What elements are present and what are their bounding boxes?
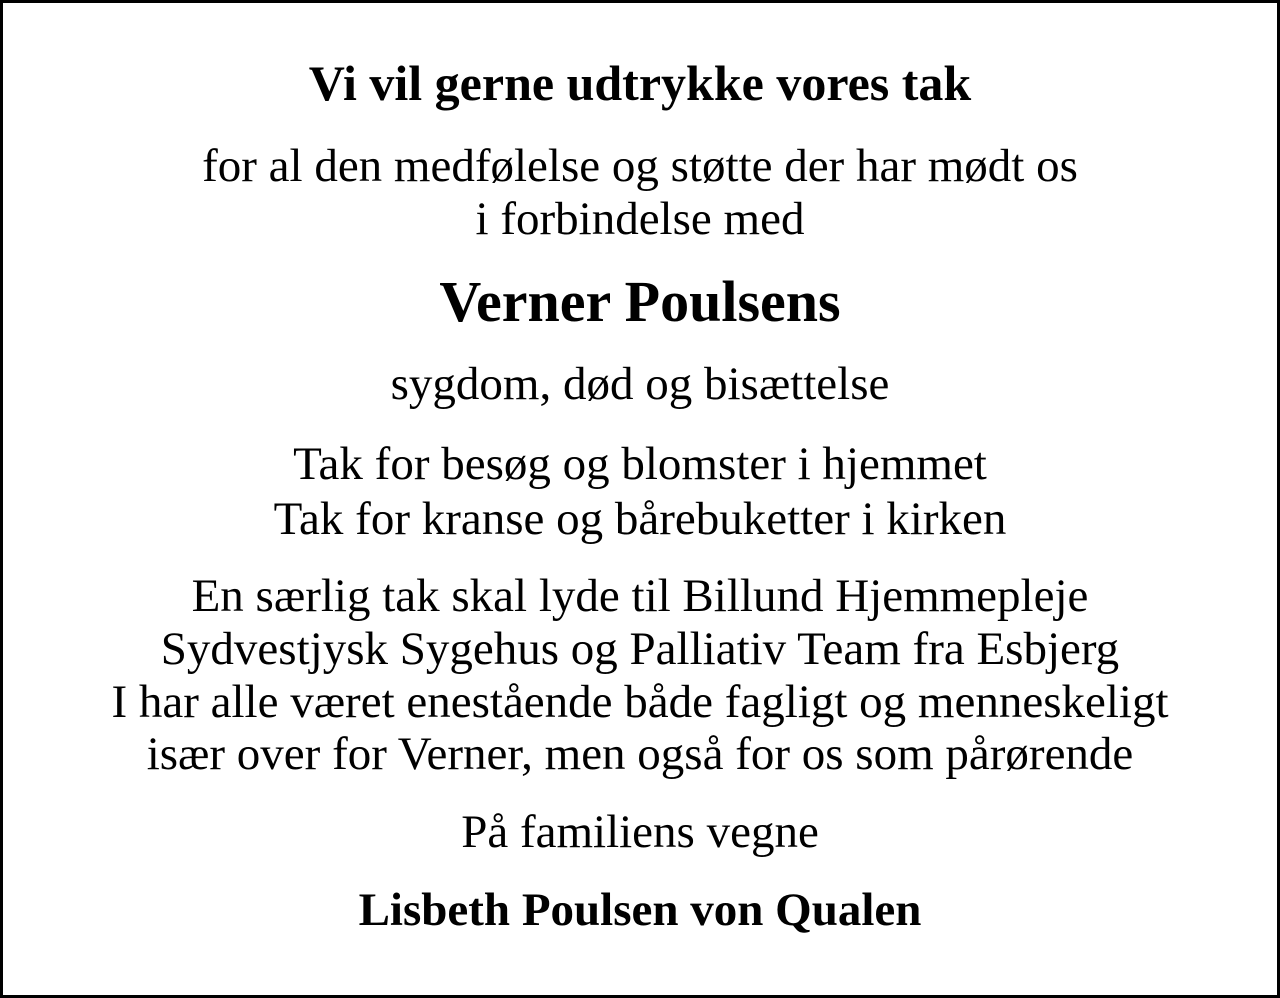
special-thanks-line-4: især over for Verner, men også for os som pårørende: [146, 728, 1134, 780]
intro-line-1: for al den medfølelse og støtte der har mødt os: [202, 140, 1078, 192]
special-thanks-line-1: En særlig tak skal lyde til Billund Hjemmepleje: [191, 570, 1089, 622]
thanks-line-1: Tak for besøg og blomster i hjemmet: [293, 438, 987, 490]
deceased-name: Verner Poulsens: [439, 269, 841, 334]
special-thanks-line-2: Sydvestjysk Sygehus og Palliativ Team fra Esbjerg: [160, 623, 1120, 675]
notice-heading: Vi vil gerne udtrykke vores tak: [308, 55, 972, 111]
signature-name: Lisbeth Poulsen von Qualen: [358, 884, 922, 936]
thanks-line-2: Tak for kranse og bårebuketter i kirken: [273, 493, 1007, 545]
intro-line-2: i forbindelse med: [475, 193, 805, 245]
occasion-text: sygdom, død og bisættelse: [390, 358, 890, 410]
on-behalf-text: På familiens vegne: [461, 806, 819, 858]
special-thanks-line-3: I har alle været enestående både fagligt og menneskeligt: [111, 676, 1169, 728]
